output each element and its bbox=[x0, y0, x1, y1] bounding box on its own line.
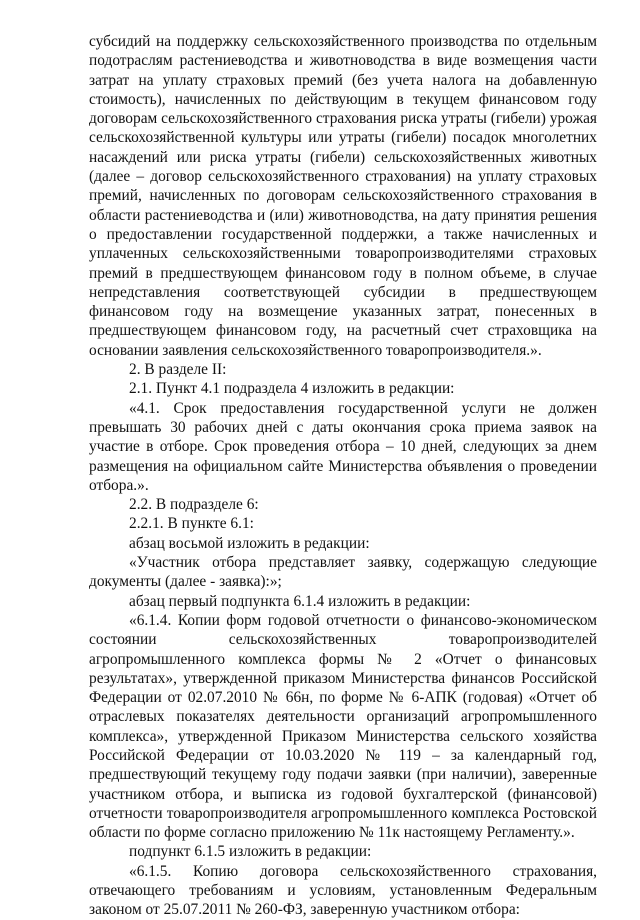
paragraph-2-2-1: 2.2.1. В пункте 6.1: bbox=[129, 515, 254, 533]
paragraph-6-1-5-intro: подпункт 6.1.5 изложить в редакции: bbox=[129, 843, 372, 861]
paragraph-continuation: субсидий на поддержку сельскохозяйственного производства по отдельным подотраслям растениеводства и животноводства в виде возмещения части затрат на уплату страховых премий (без учета налога на добавленную стоимость), начисленных по действующим в текущем финансовом году договорам сельскохозяйственного страхования риска утраты (гибели) урожая сельскохозяйственной культуры или утраты (гибели) посадок многолетних насаждений или риска утраты (гибели) сельскохозяйственных животных (далее – договор сельскохозяйственного страхования) на уплату страховых премий, начисленных по договорам сельскохозяйственного страхования в области растениеводства и (или) животноводства, на дату принятия решения о предоставлении государственной поддержки, а также начисленных и уплаченных сельскохозяйственными товаропроизводителями страховых премий в предшествующем финансовом году в полном объеме, в случае непредставления соответствующей субсидии в предшествующем финансовом году на возмещение указанных затрат, понесенных в предшествующем финансовом году, на расчетный счет страховщика на основании заявления сельскохозяйственного товаропроизводителя.». bbox=[89, 33, 597, 359]
paragraph-2-2: 2.2. В подразделе 6: bbox=[129, 496, 259, 514]
paragraph-application-text: «Участник отбора представляет заявку, содержащую следующие документы (далее - заявка):»; bbox=[89, 554, 597, 591]
paragraph-4-1-text: «4.1. Срок предоставления государственной услуги не должен превышать 30 рабочих дней с даты окончания срока приема заявок на участие в отборе. Срок проведения отбора – 10 дней, следующих за днем размещения на официальном сайте Министерства объявления о проведении отбора.». bbox=[89, 399, 597, 494]
paragraph-section-2: 2. В разделе II: bbox=[129, 361, 227, 379]
paragraph-2-1: 2.1. Пункт 4.1 подраздела 4 изложить в редакции: bbox=[129, 380, 455, 398]
document-page bbox=[89, 32, 597, 920]
paragraph-6-1-5-text: «6.1.5. Копию договора сельскохозяйственного страхования, отвечающего требованиям и условиям, установленным Федеральным законом от 25.07.2011 № 260-ФЗ, заверенную участником отбора: bbox=[89, 862, 597, 919]
paragraph-6-1-4-intro: абзац первый подпункта 6.1.4 изложить в редакции: bbox=[129, 592, 471, 610]
paragraph-6-1-4-text: «6.1.4. Копии форм годовой отчетности о финансово-экономическом состоянии сельскохозяйственных товаропроизводителей агропромышленного комплекса формы № 2 «Отчет о финансовых результатах», утвержденной приказом Министерства финансов Российской Федерации от 02.07.2010 № 66н, по форме № 6-АПК (годовая) «Отчет об отраслевых показателях деятельности организаций агропромышленного комплекса», утвержденной Приказом Министерства сельского хозяйства Российской Федерации от 10.03.2020 № 119 – за календарный год, предшествующий текущему году подачи заявки (при наличии), заверенные участником отбора, и выписка из годовой бухгалтерской (финансовой) отчетности товаропроизводителя агропромышленного комплекса Ростовской области по форме согласно приложению № 11к настоящему Регламенту.». bbox=[89, 611, 597, 842]
paragraph-abzac-8: абзац восьмой изложить в редакции: bbox=[129, 534, 370, 552]
